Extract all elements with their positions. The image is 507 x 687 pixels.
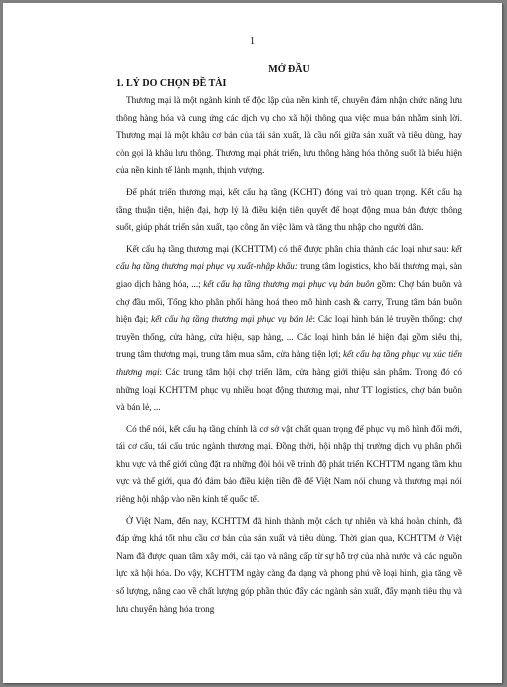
italic-phrase: kết cấu hạ tầng phục vụ xúc tiến thương mại [116, 349, 462, 377]
italic-phrase: kết cấu hạ tầng thương mại phục vụ xuất-nhập khẩu: [116, 243, 462, 272]
text-run: Để phát triển thương mại, kết cấu hạ tầng (KCHT) đóng vai trò quan trọng. Kết cấu hạ tầng thuận tiện, hiện đại, hợp lý là điều kiện tiên quyết để hoạt động mua bán được thông suốt, giúp phát triển sản xuất, tạo công ăn việc làm và tăng thu nhập cho người dân. [116, 186, 462, 233]
body-paragraph [116, 421, 462, 509]
page-content [116, 63, 462, 618]
italic-phrase: kết cấu hạ tầng thương mại phục vụ bán buôn [203, 278, 375, 289]
text-run: Có thể nói, kết cấu hạ tầng chính là cơ sở vật chất quan trọng để phục vụ mô hình đổi mới, tái cơ cấu, tái cấu trúc ngành thương mại. Đồng thời, hội nhập thị trường dịch vụ phân phối khu vực và thế giới cũng đặt ra những đòi hỏi về trình độ phát triển KCHTTM ngang tầm khu vực và thế giới, qua đó đảm bảo điều kiện tiền đề để Việt Nam nói chung và thương mại nói riêng hội nhập vào nền kinh tế quốc tế. [116, 423, 462, 505]
body-paragraph [116, 241, 462, 417]
section-heading: 1. LÝ DO CHỌN ĐỀ TÀI [116, 78, 227, 89]
body-text [116, 92, 462, 618]
text-run: gồm: Chợ bán buôn và chợ đầu mối, Tổng kho phân phối hàng hoá theo mô hình cash & carry, Trung tâm bán buôn hiện đại; [116, 278, 462, 325]
body-paragraph [116, 513, 462, 619]
text-run: Thương mại là một ngành kinh tế độc lập của nền kinh tế, chuyên đảm nhận chức năng lưu thông hàng hóa và cung ứng các dịch vụ cho xã hội thông qua việc mua bán nhằm sinh lời. Thương mại là một khâu cơ bản của tái sản xuất, là cầu nối giữa sản xuất và tiêu dùng, hay còn gọi là khâu lưu thông. Thương mại phát triển, lưu thông hàng hóa thông suốt là biểu hiện của nền kinh tế lành mạnh, thịnh vượng. [116, 95, 462, 176]
italic-phrase: kết cấu hạ tầng thương mại phục vụ bán lẻ [151, 314, 313, 325]
text-run: Kết cấu hạ tầng thương mại (KCHTTM) có thể được phân chia thành các loại như sau: [126, 243, 452, 254]
body-paragraph [116, 184, 462, 237]
document-page [3, 3, 502, 683]
document-title: MỞ ĐẦU [268, 64, 310, 75]
text-run: trung tâm logistics, kho bãi thương mại, sàn giao dịch hàng hóa, ...; [116, 261, 462, 289]
text-run: Ở Việt Nam, đến nay, KCHTTM đã hình thành một cách tự nhiên và khá hoàn chỉnh, đã đáp ứng khá tốt nhu cầu cơ bản của sản xuất và tiêu dùng. Thời gian qua, KCHTTM ở Việt Nam đã được quan tâm xây mới, cải tạo và nâng cấp từ sự hỗ trợ của nhà nước và các nguồn lực xã hội hóa. Do vậy, KCHTTM ngày càng đa dạng và phong phú về loại hình, gia tăng về số lượng, nâng cao về chất lượng góp phần thúc đẩy các ngành sản xuất, đẩy mạnh tiêu thụ và lưu chuyển hàng hóa trong [116, 515, 462, 614]
body-paragraph [116, 92, 462, 180]
page-number: 1 [249, 36, 256, 47]
text-run: : Các trung tâm hội chợ triển lãm, cửa hàng giới thiệu sản phẩm. Trong đó có những loại KCHTTM phục vụ nhiều hoạt động thương mại, như TT logistics, chợ bán buôn và bán lẻ, ... [116, 366, 463, 413]
text-run: : Các loại hình bán lẻ truyền thống: chợ truyền thống, cửa hàng, cửa hiệu, sạp hàng, ... Các loại hình bán lẻ hiện đại gồm siêu thị, trung tâm thương mại, trung tâm mua sắm, cửa hàng tiện lợi; [116, 314, 463, 360]
